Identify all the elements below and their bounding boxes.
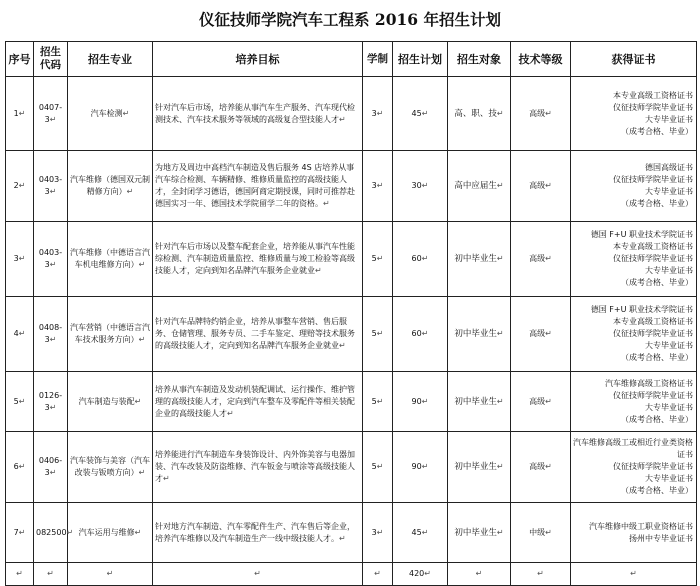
cell-level: 高级↵ — [511, 151, 571, 222]
cell-certs — [571, 503, 697, 563]
cert-line: 德国 F+U 职业技术学院证书 — [590, 305, 693, 314]
cell-plan: 60↵ — [393, 222, 448, 297]
cell-years: 5↵ — [363, 372, 393, 432]
cell-plan: 90↵ — [393, 432, 448, 503]
cell-empty: ↵ — [571, 563, 697, 586]
table-row — [6, 222, 697, 297]
table-row — [6, 503, 697, 563]
cell-code: 082500↵ — [34, 503, 68, 563]
cell-major: 汽车运用与维修↵ — [68, 503, 153, 563]
table-row — [6, 372, 697, 432]
page-title: 仪征技师学院汽车工程系 2016 年招生计划 — [199, 10, 501, 29]
cert-line: 汽车维修高级工或相近行业类资格证书 — [573, 438, 693, 459]
cell-empty: ↵ — [448, 563, 511, 586]
cell-goal: 为地方及周边中高档汽车制造及售后服务 4S 店培养从事汽车综合检测、车辆精修、维修质量监控的高级技能人才，全封闭学习德语，德国阿商定期授课，同时可推荐赴德国实习一年、德国技术学院留学二年的资格。↵ — [153, 151, 363, 222]
cell-plan: 45↵ — [393, 503, 448, 563]
cert-line: 大专毕业证书 — [645, 266, 693, 275]
cert-line: 汽车维修高级工资格证书 — [605, 378, 693, 388]
cell-level: 高级↵ — [511, 222, 571, 297]
cell-major: 汽车营销（中德语言汽车技术服务方向）↵ — [68, 297, 153, 372]
cell-plan: 45↵ — [393, 77, 448, 151]
cell-level: 高级↵ — [511, 297, 571, 372]
cell-major: 汽车维修（德国双元制精修方向）↵ — [68, 151, 153, 222]
header-no: 序号 — [6, 42, 34, 77]
cell-major: 汽车制造与装配↵ — [68, 372, 153, 432]
table-row — [6, 432, 697, 503]
cert-line: 仪征技师学院毕业证书 — [613, 175, 693, 184]
cell-code: 0407-3↵ — [34, 77, 68, 151]
cell-goal: 针对汽车品牌特约销企业，培养从事整车营销、售后服务、仓储管理、服务专员、二手车鉴定、理赔等技术服务的高级技能人才，定向到知名品牌汽车服务企业就业↵ — [153, 297, 363, 372]
cell-no: 7↵ — [6, 503, 34, 563]
cell-plan: 60↵ — [393, 297, 448, 372]
cell-no: 4↵ — [6, 297, 34, 372]
cert-line: 大专毕业证书 — [645, 402, 693, 412]
cell-years: 5↵ — [363, 297, 393, 372]
cell-code: 0408-3↵ — [34, 297, 68, 372]
cert-line: 大专毕业证书 — [645, 341, 693, 350]
header-goal: 培养目标 — [153, 42, 363, 77]
table-header-row — [6, 42, 697, 77]
cell-total-plan: 420↵ — [393, 563, 448, 586]
total-row — [6, 563, 697, 586]
cell-level: 高级↵ — [511, 77, 571, 151]
cell-no: 6↵ — [6, 432, 34, 503]
cell-years: 5↵ — [363, 222, 393, 297]
cell-code: 0403-3↵ — [34, 151, 68, 222]
header-certs: 获得证书 — [571, 42, 697, 77]
table-row — [6, 77, 697, 151]
cell-level: 高级↵ — [511, 432, 571, 503]
cell-target: 初中毕业生↵ — [448, 503, 511, 563]
cert-line: （成考合格、毕业） — [621, 486, 693, 495]
cell-years: 3↵ — [363, 503, 393, 563]
cert-line: 大专毕业证书 — [645, 187, 693, 196]
header-years: 学制 — [363, 42, 393, 77]
cert-line: （成考合格、毕业） — [621, 199, 693, 208]
cell-target: 初中毕业生↵ — [448, 222, 511, 297]
cell-code: 0403-3↵ — [34, 222, 68, 297]
admission-plan-table — [5, 41, 697, 586]
cert-line: 仪征技师学院毕业证书 — [613, 102, 693, 112]
cell-plan: 90↵ — [393, 372, 448, 432]
cell-empty: ↵ — [153, 563, 363, 586]
cert-line: 德国 F+U 职业技术学院证书 — [590, 230, 693, 239]
cell-no: 5↵ — [6, 372, 34, 432]
cell-major: 汽车装饰与美容（汽车改装与钣喷方向）↵ — [68, 432, 153, 503]
cell-no: 1↵ — [6, 77, 34, 151]
header-target: 招生对象 — [448, 42, 511, 77]
table-row — [6, 297, 697, 372]
cell-years: 5↵ — [363, 432, 393, 503]
cert-line: （成考合格、毕业） — [621, 278, 693, 287]
cell-major: 汽车检测↵ — [68, 77, 153, 151]
cell-empty: ↵ — [68, 563, 153, 586]
cell-certs — [571, 151, 697, 222]
cell-certs — [571, 432, 697, 503]
cell-goal: 针对地方汽车制造、汽车零配件生产、汽车售后等企业，培养汽车维修以及汽车制造生产一线中级技能人才。↵ — [153, 503, 363, 563]
cell-code: 0126-3↵ — [34, 372, 68, 432]
cell-level: 中级↵ — [511, 503, 571, 563]
header-major: 招生专业 — [68, 42, 153, 77]
header-level: 技术等级 — [511, 42, 571, 77]
cert-line: 本专业高级工资格证书 — [613, 90, 693, 100]
cell-target: 初中毕业生↵ — [448, 297, 511, 372]
cell-goal: 培养能进行汽车制造车身装饰设计、内外饰美容与电器加装、汽车改装及防盗维修、汽车钣金与喷涂等高级技能人才↵ — [153, 432, 363, 503]
cell-certs — [571, 297, 697, 372]
cell-target: 初中毕业生↵ — [448, 372, 511, 432]
cell-years: 3↵ — [363, 151, 393, 222]
cell-certs — [571, 77, 697, 151]
cell-empty: ↵ — [6, 563, 34, 586]
cell-code: 0406-3↵ — [34, 432, 68, 503]
cell-goal: 针对汽车后市场，培养能从事汽车生产服务、汽车现代检测技术、汽车技术服务等领域的高级复合型技能人才↵ — [153, 77, 363, 151]
cert-line: 大专毕业证书 — [645, 474, 693, 483]
cert-line: 本专业高级工资格证书 — [613, 317, 693, 326]
cell-years: 3↵ — [363, 77, 393, 151]
cell-target: 高中应届生↵ — [448, 151, 511, 222]
cert-line: 德国高级证书 — [645, 163, 693, 172]
cell-certs — [571, 222, 697, 297]
cell-goal: 针对汽车后市场以及整车配套企业，培养能从事汽车性能综检测、汽车制造质量监控、维修质量与竣工检验等高级技能人才，定向到知名品牌汽车服务企业就业↵ — [153, 222, 363, 297]
cell-empty: ↵ — [363, 563, 393, 586]
cert-line: 汽车维修中级工职业资格证书 — [589, 521, 693, 531]
cert-line: 本专业高级工资格证书 — [613, 242, 693, 251]
cell-no: 3↵ — [6, 222, 34, 297]
cert-line: 扬州中专毕业证书 — [629, 533, 693, 543]
cell-plan: 30↵ — [393, 151, 448, 222]
cell-goal: 培养从事汽车制造及发动机装配调试、运行操作、维护管理的高级技能人才，定向到汽车整车及零配件等相关装配企业的高级技能人才↵ — [153, 372, 363, 432]
cell-empty: ↵ — [34, 563, 68, 586]
cert-line: 大专毕业证书 — [645, 114, 693, 124]
header-plan: 招生计划 — [393, 42, 448, 77]
cell-target: 高、职、技↵ — [448, 77, 511, 151]
cell-certs — [571, 372, 697, 432]
cert-line: 仪征技师学院毕业证书 — [613, 462, 693, 471]
cell-no: 2↵ — [6, 151, 34, 222]
cell-major: 汽车维修（中德语言汽车机电维修方向）↵ — [68, 222, 153, 297]
cert-line: （成考合格、毕业） — [621, 126, 693, 136]
cell-empty: ↵ — [511, 563, 571, 586]
cell-target: 初中毕业生↵ — [448, 432, 511, 503]
cert-line: （成考合格、毕业） — [621, 353, 693, 362]
cert-line: 仪征技师学院毕业证书 — [613, 329, 693, 338]
cert-line: 仪征技师学院毕业证书 — [613, 390, 693, 400]
cert-line: （成考合格、毕业） — [621, 414, 693, 424]
table-row — [6, 151, 697, 222]
header-code: 招生代码 — [34, 42, 68, 77]
cert-line: 仪征技师学院毕业证书 — [613, 254, 693, 263]
cell-level: 高级↵ — [511, 372, 571, 432]
